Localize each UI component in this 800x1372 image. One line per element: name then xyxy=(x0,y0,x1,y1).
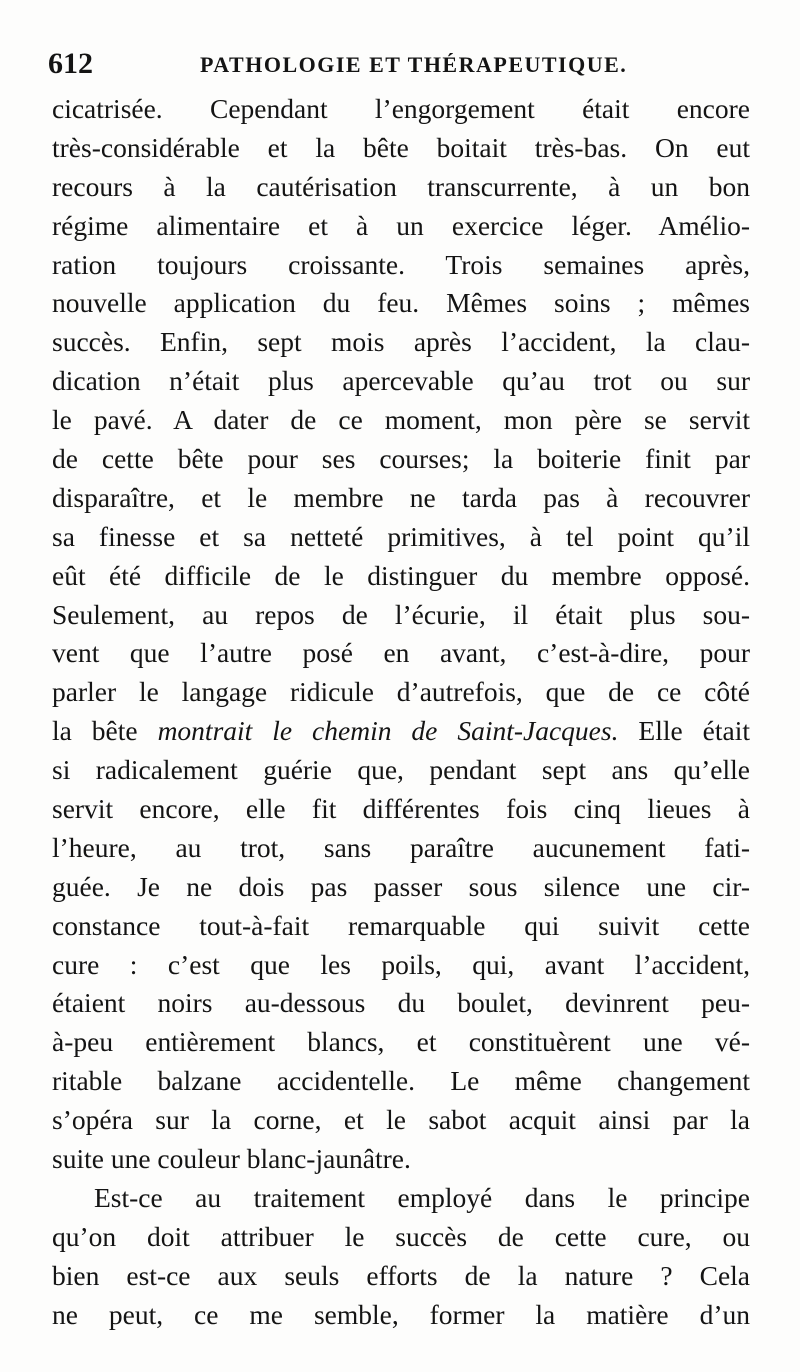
text-line: régime alimentaire et à un exercice léger. Amélio- xyxy=(52,209,750,241)
text-line: eût été difficile de le distinguer du membre opposé. xyxy=(52,559,750,591)
text-line: qu’on doit attribuer le succès de cette cure, ou xyxy=(52,1220,750,1252)
page-number: 612 xyxy=(48,47,93,80)
text-line xyxy=(52,712,750,751)
text-line: ne peut, ce me semble, former la matière d’un xyxy=(52,1298,750,1330)
text-line: disparaître, et le membre ne tarda pas à recouvrer xyxy=(52,481,750,513)
text-line: dication n’était plus apercevable qu’au trot ou sur xyxy=(52,365,750,397)
body-text xyxy=(52,90,750,1335)
text-line: à-peu entièrement blancs, et constituèrent une vé- xyxy=(52,1026,750,1058)
text-line: étaient noirs au-dessous du boulet, devinrent peu- xyxy=(52,987,750,1019)
text-line: nouvelle application du feu. Mêmes soins ; mêmes xyxy=(52,287,750,319)
page-header xyxy=(48,44,748,84)
text-line: de cette bête pour ses courses; la boiterie finit par xyxy=(52,443,750,475)
text-line: cicatrisée. Cependant l’engorgement était encore xyxy=(52,93,750,124)
text-line: Est-ce au traitement employé dans le principe xyxy=(94,1181,750,1213)
text-line: s’opéra sur la corne, et le sabot acquit ainsi par la xyxy=(52,1104,750,1136)
text-line: si radicalement guérie que, pendant sept ans qu’elle xyxy=(52,754,750,786)
text-line: parler le langage ridicule d’autrefois, que de ce côté xyxy=(52,676,750,708)
text-line: guée. Je ne dois pas passer sous silence une cir- xyxy=(52,870,750,902)
text-line: cure : c’est que les poils, qui, avant l’accident, xyxy=(52,948,750,980)
text-line: l’heure, au trot, sans paraître aucunement fati- xyxy=(52,831,750,863)
text-line: ration toujours croissante. Trois semaines après, xyxy=(52,248,750,280)
text-line: recours à la cautérisation transcurrente, à un bon xyxy=(52,170,750,202)
running-title: PATHOLOGIE ET THÉRAPEUTIQUE. xyxy=(200,52,628,77)
text-segment: Elle était xyxy=(638,715,750,747)
text-line: le pavé. A dater de ce moment, mon père se servit xyxy=(52,404,750,436)
italic-phrase: montrait le chemin de Saint-Jacques. xyxy=(157,715,619,747)
text-line: bien est-ce aux seuls efforts de la nature ? Cela xyxy=(52,1259,750,1291)
text-line: constance tout-à-fait remarquable qui suivit cette xyxy=(52,909,750,941)
text-line: ritable balzane accidentelle. Le même changement xyxy=(52,1065,750,1097)
text-line: servit encore, elle fit différentes fois cinq lieues à xyxy=(52,793,750,825)
text-line: vent que l’autre posé en avant, c’est-à-dire, pour xyxy=(52,637,750,669)
text-segment: la bête xyxy=(52,715,138,747)
text-line: succès. Enfin, sept mois après l’accident, la clau- xyxy=(52,326,750,358)
text-line: très-considérable et la bête boitait très-bas. On eut xyxy=(52,131,750,163)
text-line: suite une couleur blanc-jaunâtre. xyxy=(52,1143,411,1175)
text-line: sa finesse et sa netteté primitives, à tel point qu’il xyxy=(52,520,750,552)
text-line: Seulement, au repos de l’écurie, il était plus sou- xyxy=(52,598,750,630)
